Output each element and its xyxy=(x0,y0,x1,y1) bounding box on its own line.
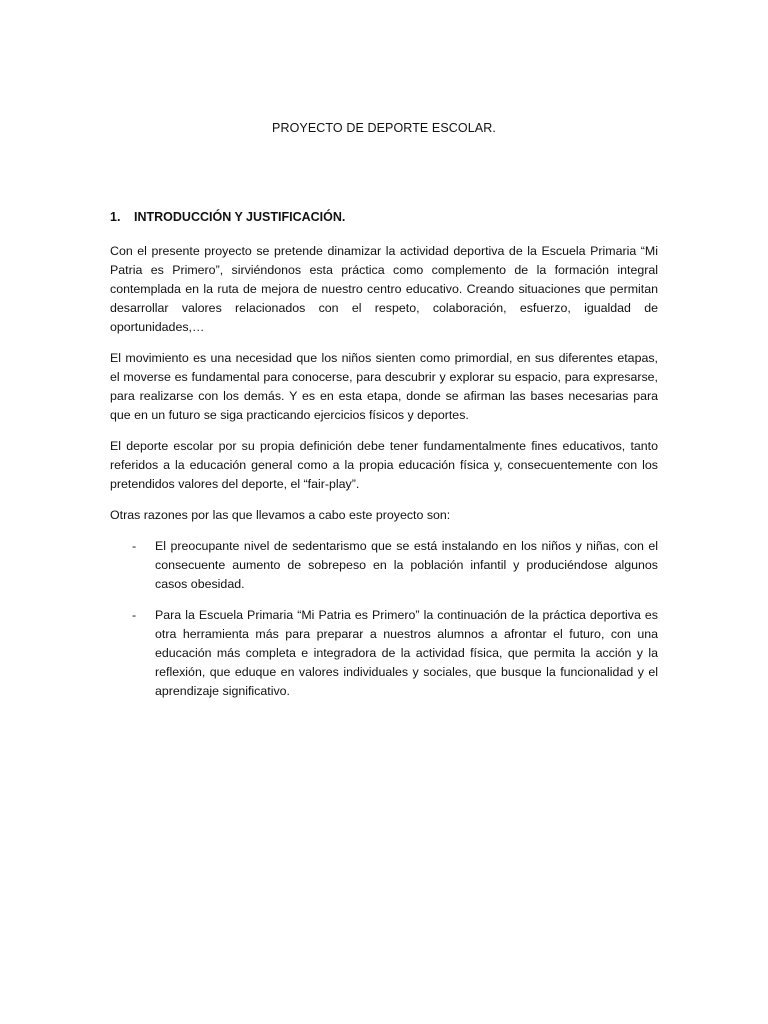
section-heading-text: INTRODUCCIÓN Y JUSTIFICACIÓN. xyxy=(134,210,346,224)
list-item-text: Para la Escuela Primaria “Mi Patria es Primero” la continuación de la práctica deportiva es otra herramienta más para preparar a nuestros alumnos a afrontar el futuro, con una educación más completa e integradora de la actividad física, que permita la acción y la reflexión, que eduque en valores individuales y sociales, que busque la funcionalidad y el aprendizaje significativo. xyxy=(155,608,658,698)
paragraph-school-sport: El deporte escolar por su propia definición debe tener fundamentalmente fines educativos, tanto referidos a la educación general como a la propia educación física y, consecuentemente con los pretendidos valores del deporte, el “fair-play”. xyxy=(110,439,658,491)
bullet-marker: - xyxy=(132,608,137,622)
paragraph-movement: El movimiento es una necesidad que los niños sienten como primordial, en sus diferentes etapas, el moverse es fundamental para conocerse, para descubrir y explorar su espacio, para expresarse, para realizarse con los demás. Y es en esta etapa, donde se afirman las bases necesarias para que en un futuro se siga practicando ejercicios físicos y deportes. xyxy=(110,351,658,422)
bullet-marker: - xyxy=(132,539,137,553)
paragraph-other-reasons: Otras razones por las que llevamos a cabo este proyecto son: xyxy=(110,508,451,522)
reasons-list xyxy=(110,537,658,701)
list-item-text: El preocupante nivel de sedentarismo que se está instalando en los niños y niñas, con el consecuente aumento de sobrepeso en la población infantil y produciéndose algunos casos obesidad. xyxy=(155,539,658,591)
list-item xyxy=(110,606,658,701)
section-heading xyxy=(110,208,658,227)
paragraph-intro: Con el presente proyecto se pretende dinamizar la actividad deportiva de la Escuela Primaria “Mi Patria es Primero”, sirviéndonos esta práctica como complemento de la formación integral contemplada en la ruta de mejora de nuestro centro educativo. Creando situaciones que permitan desarrollar valores relacionados con el respeto, colaboración, esfuerzo, igualdad de oportunidades,… xyxy=(110,244,658,334)
document-title: PROYECTO DE DEPORTE ESCOLAR. xyxy=(272,121,496,135)
list-item xyxy=(110,537,658,594)
document-body xyxy=(110,208,658,713)
section-number: 1. xyxy=(110,210,121,224)
